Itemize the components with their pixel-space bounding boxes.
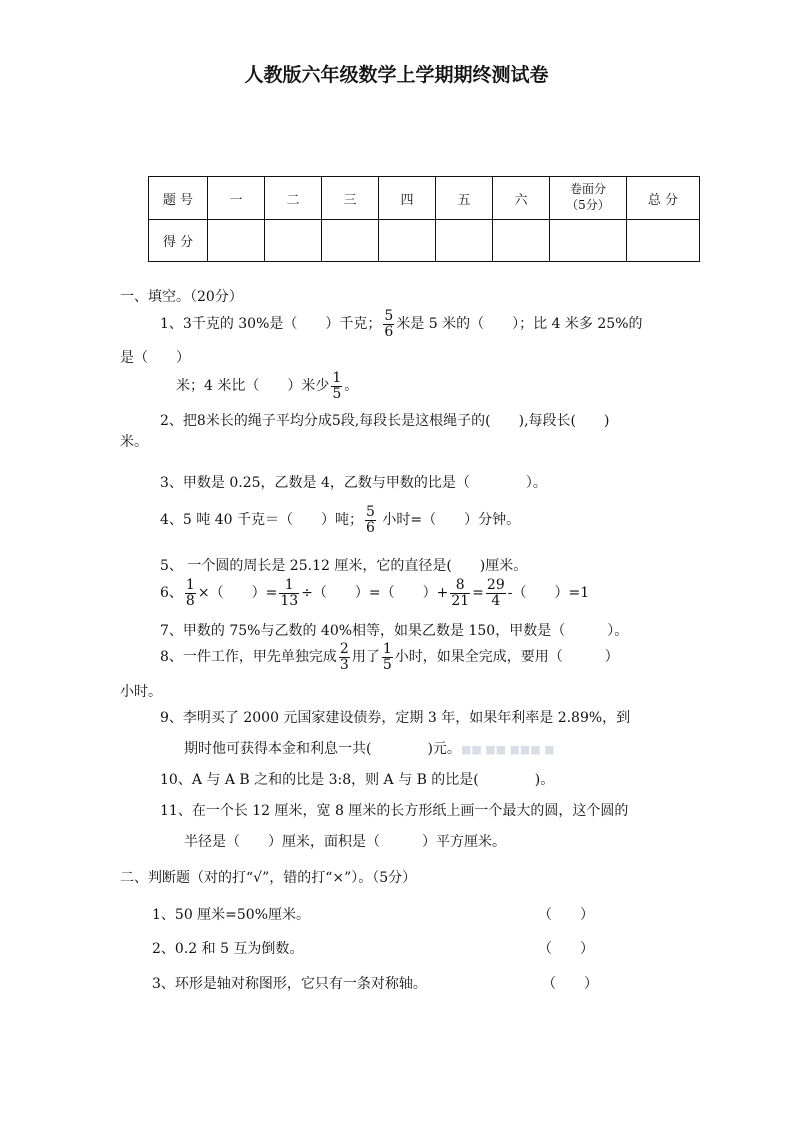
q1-text: 1、3千克的 30%是（ ）千克； bbox=[160, 316, 382, 332]
denominator: 6 bbox=[365, 519, 375, 536]
page-title: 人教版六年级数学上学期期终测试卷 bbox=[244, 64, 549, 86]
score-cell[interactable] bbox=[322, 220, 379, 262]
judge-item-1-text: 1、50 厘米=50%厘米。 bbox=[152, 907, 311, 923]
header-cell: 四 bbox=[379, 177, 436, 220]
numerator: 29 bbox=[486, 576, 505, 593]
question-11-line1: 11、在一个长 12 厘米，宽 8 厘米的长方形纸上画一个最大的圆，这个圆的 bbox=[160, 803, 629, 819]
question-7: 7、甲数的 75%与乙数的 40%相等，如果乙数是 150，甲数是（ ）。 bbox=[160, 623, 629, 639]
question-8-line2: 小时。 bbox=[120, 684, 162, 700]
question-5: 5、 一个圆的周长是 25.12 厘米，它的直径是( )厘米。 bbox=[160, 558, 528, 574]
score-table-header-row bbox=[149, 177, 700, 220]
question-2-line2: 米。 bbox=[120, 434, 148, 450]
header-cell: 题 号 bbox=[149, 177, 208, 220]
score-cell[interactable] bbox=[627, 220, 700, 262]
question-4 bbox=[160, 502, 520, 538]
judge-item-2-text: 2、0.2 和 5 互为倒数。 bbox=[152, 941, 304, 957]
fraction bbox=[450, 578, 470, 608]
fraction bbox=[185, 578, 196, 608]
header-cell-line: 卷面分 bbox=[569, 182, 606, 197]
fraction bbox=[365, 505, 376, 535]
denominator: 5 bbox=[332, 385, 342, 402]
watermark: ■■ ■■ ■■■ ■ bbox=[460, 743, 555, 756]
q6-text: ÷（ ）=（ ）+ bbox=[301, 585, 449, 601]
judge-item-2-mark[interactable]: （ ） bbox=[538, 941, 594, 957]
fraction bbox=[331, 371, 342, 401]
numerator: 1 bbox=[382, 640, 392, 657]
q4-text: 小时=（ ）分钟。 bbox=[382, 512, 521, 528]
question-1-line2: 是（ ） bbox=[120, 350, 190, 366]
question-8-line1 bbox=[160, 639, 619, 675]
denominator: 13 bbox=[280, 592, 299, 609]
question-2-line1: 2、把8米长的绳子平均分成5段,每段长是这根绳子的( ),每段长( ) bbox=[160, 413, 610, 429]
question-9-line2 bbox=[184, 738, 555, 758]
score-cell[interactable] bbox=[265, 220, 322, 262]
header-cell: 一 bbox=[208, 177, 265, 220]
header-cell: 六 bbox=[493, 177, 550, 220]
q4-text: 4、5 吨 40 千克＝（ ）吨； bbox=[160, 512, 363, 528]
score-table-score-row bbox=[149, 220, 700, 262]
q9-text: 期时他可获得本金和利息一共( )元。 bbox=[184, 741, 461, 757]
section2-heading: 二、判断题（对的打“√”，错的打“×”）。（5分） bbox=[120, 870, 417, 886]
score-table bbox=[148, 176, 700, 262]
score-cell[interactable] bbox=[208, 220, 265, 262]
judge-item-1-mark[interactable]: （ ） bbox=[538, 907, 594, 923]
question-3: 3、甲数是 0.25，乙数是 4，乙数与甲数的比是（ ）。 bbox=[160, 475, 547, 491]
judge-item-3-mark[interactable]: （ ） bbox=[542, 976, 598, 992]
question-10: 10、A 与 A B 之和的比是 3:8，则 A 与 B 的比是( )。 bbox=[160, 772, 555, 788]
numerator: 8 bbox=[450, 578, 470, 594]
q8-text: 小时，如果全完成，要用（ ） bbox=[394, 649, 619, 665]
numerator: 1 bbox=[185, 576, 195, 593]
question-1-line1 bbox=[160, 306, 643, 342]
q1-text: 米是 5 米的（ ）；比 4 米多 25%的 bbox=[396, 316, 643, 332]
numerator: 1 bbox=[332, 369, 342, 386]
fraction bbox=[486, 578, 506, 608]
q6-text: ×（ ）= bbox=[197, 585, 278, 601]
numerator: 1 bbox=[279, 578, 299, 594]
fraction bbox=[382, 642, 393, 672]
q1-text: 米；4 米比（ ）米少 bbox=[176, 378, 330, 394]
denominator: 5 bbox=[382, 656, 392, 673]
judge-item-3-text: 3、环形是轴对称图形，它只有一条对称轴。 bbox=[152, 976, 427, 992]
denominator: 6 bbox=[384, 323, 394, 340]
denominator: 4 bbox=[491, 592, 501, 609]
fraction bbox=[279, 578, 299, 608]
numerator: 5 bbox=[384, 307, 394, 324]
header-cell bbox=[550, 177, 627, 220]
q6-text: 6、 bbox=[160, 585, 183, 601]
question-6 bbox=[160, 575, 589, 611]
score-cell[interactable] bbox=[436, 220, 493, 262]
section1-heading: 一、填空。（20分） bbox=[120, 289, 243, 305]
score-cell[interactable] bbox=[379, 220, 436, 262]
fraction bbox=[339, 642, 350, 672]
header-cell: 二 bbox=[265, 177, 322, 220]
row-label: 得 分 bbox=[149, 220, 208, 262]
denominator: 3 bbox=[339, 656, 349, 673]
numerator: 5 bbox=[365, 503, 375, 520]
fraction bbox=[383, 309, 394, 339]
header-cell: 总 分 bbox=[627, 177, 700, 220]
q6-text: -（ ）=1 bbox=[507, 585, 590, 601]
q8-text: 用了 bbox=[351, 649, 380, 665]
numerator: 2 bbox=[339, 640, 349, 657]
score-cell[interactable] bbox=[550, 220, 627, 262]
denominator: 21 bbox=[451, 592, 470, 609]
q8-text: 8、一件工作，甲先单独完成 bbox=[160, 649, 337, 665]
header-cell: 三 bbox=[322, 177, 379, 220]
header-cell-line: （5分） bbox=[566, 198, 610, 212]
question-9-line1: 9、李明买了 2000 元国家建设债券，定期 3 年，如果年利率是 2.89%，到 bbox=[160, 710, 631, 726]
q6-text: = bbox=[472, 585, 484, 601]
score-cell[interactable] bbox=[493, 220, 550, 262]
q1-text: 。 bbox=[344, 378, 359, 394]
question-11-line2: 半径是（ ）厘米，面积是（ ）平方厘米。 bbox=[184, 834, 506, 850]
question-1-line3 bbox=[176, 368, 358, 404]
header-cell: 五 bbox=[436, 177, 493, 220]
denominator: 8 bbox=[185, 592, 195, 609]
